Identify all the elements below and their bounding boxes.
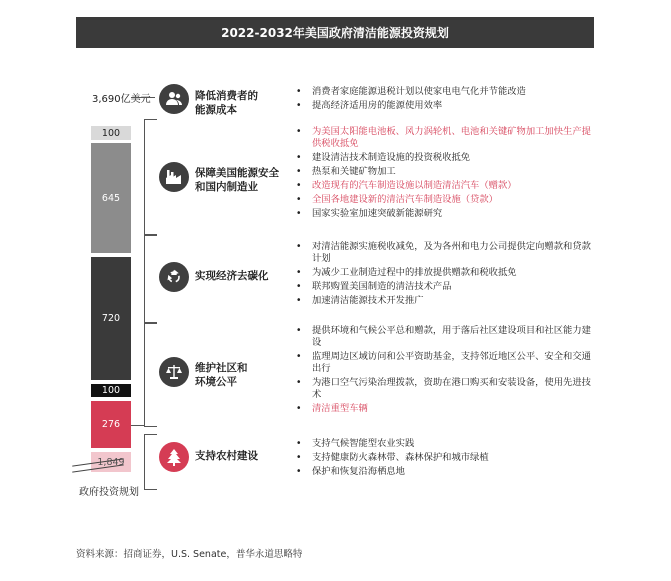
list-item: • 建设清洁技术制造设施的投资税收抵免	[295, 152, 600, 164]
list-item: • 支持气候智能型农业实践	[295, 438, 600, 450]
list-item: • 全国各地建设新的清洁汽车制造设施（贷款）	[295, 194, 600, 206]
list-item: • 提供环境和气候公平总和赠款，用于落后社区建设项目和社区能力建设	[295, 325, 600, 349]
category-name-consumer-costs: 降低消费者的能源成本	[195, 90, 258, 116]
list-item: • 为减少工业制造过程中的排放提供赠款和税收抵免	[295, 267, 600, 279]
bracket-decarbonize	[144, 235, 157, 323]
bracket-energy-security	[144, 119, 157, 235]
list-item: • 支持健康防火森林带、森林保护和城市绿植	[295, 452, 600, 464]
chart-title: 2022-2032年美国政府清洁能源投资规划	[76, 17, 594, 48]
source-note: 资料来源：招商证券，U.S. Senate，普华永道思略特	[76, 549, 303, 560]
category-name-rural: 支持农村建设	[195, 450, 258, 462]
list-item: • 监理周边区域访问和公平资助基金，支持邻近地区公平、安全和交通出行	[295, 351, 600, 375]
bar-footer-label: 政府投资规划	[79, 487, 139, 498]
category-name-energy-security: 保障美国能源安全和国内制造业	[195, 167, 279, 193]
connector-line	[131, 97, 155, 98]
bracket-community	[144, 323, 157, 427]
list-item: • 联邦购置美国制造的清洁技术产品	[295, 281, 600, 293]
list-item: • 国家实验室加速突破新能源研究	[295, 208, 600, 220]
list-item: • 对清洁能源实施税收减免，及为各州和电力公司提供定向赠款和贷款计划	[295, 241, 600, 265]
total-amount-label: 3,690亿美元	[92, 94, 151, 105]
list-item: • 加速清洁能源技术开发推广	[295, 295, 600, 307]
bar-segment-645: 645	[91, 143, 131, 253]
factory-icon	[159, 162, 189, 192]
tree-icon	[159, 442, 189, 472]
connector-line	[131, 425, 145, 426]
list-item: • 为美国太阳能电池板、风力涡轮机、电池和关键矿物加工加快生产提供税收抵免	[295, 126, 600, 150]
list-item: • 为港口空气污染治理拨款，资助在港口购买和安装设备，使用先进技术	[295, 377, 600, 401]
list-item: • 清洁重型车辆	[295, 403, 600, 415]
bar-segment-1849: 1,849	[91, 452, 131, 472]
category-name-community: 维护社区和环境公平	[195, 362, 248, 388]
category-items-community	[295, 325, 600, 417]
people-icon	[159, 84, 189, 114]
category-name-decarbonize: 实现经济去碳化	[195, 270, 269, 282]
bracket-rural	[144, 434, 157, 490]
list-item: • 热泵和关键矿物加工	[295, 166, 600, 178]
category-items-rural	[295, 438, 600, 480]
list-item: • 消费者家庭能源退税计划以使家电电气化并节能改造	[295, 86, 600, 98]
bar-segment-100-top: 100	[91, 126, 131, 140]
recycle-icon	[159, 262, 189, 292]
category-items-energy-security	[295, 126, 600, 222]
bar-segment-276: 276	[91, 401, 131, 448]
scales-icon	[159, 357, 189, 387]
list-item: • 提高经济适用房的能源使用效率	[295, 100, 600, 112]
list-item: • 改造现有的汽车制造设施以制造清洁汽车（赠款）	[295, 180, 600, 192]
bar-segment-100-black: 100	[91, 384, 131, 397]
category-items-consumer-costs	[295, 86, 600, 114]
category-items-decarbonize	[295, 241, 600, 309]
list-item: • 保护和恢复沿海栖息地	[295, 466, 600, 478]
bar-segment-720: 720	[91, 257, 131, 380]
